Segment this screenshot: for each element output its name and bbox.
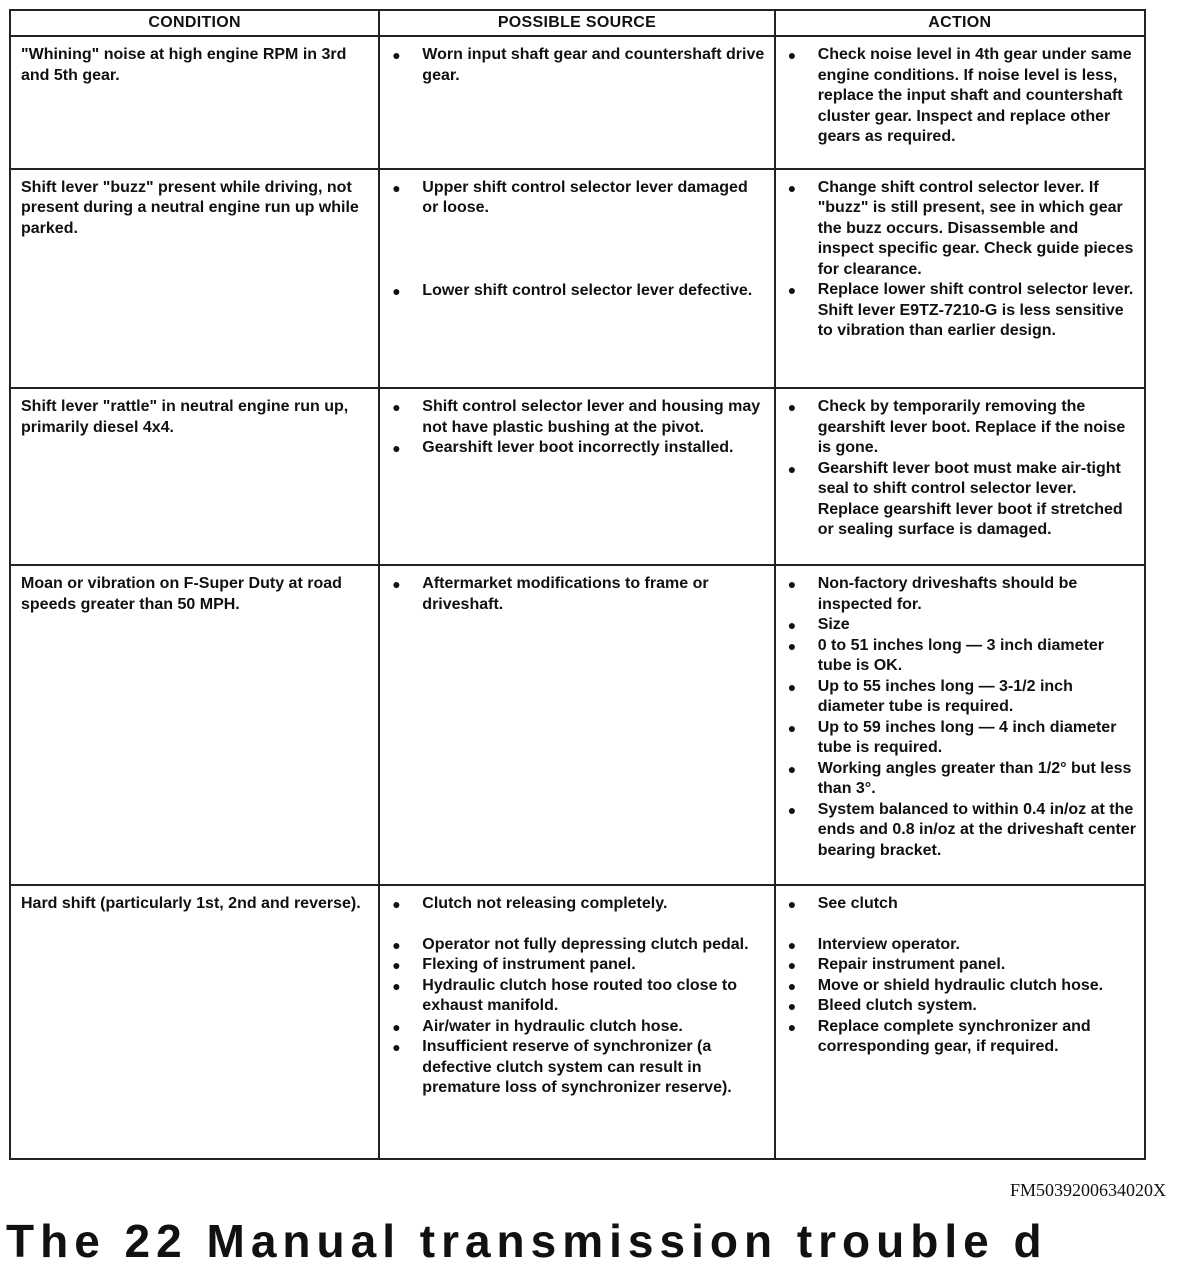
action-item: ● Move or shield hydraulic clutch hose. — [786, 976, 1136, 997]
action-item: ● Up to 59 inches long — 4 inch diameter tube is required. — [787, 718, 1117, 757]
action-cell — [775, 169, 1145, 388]
bullet-icon: ● — [787, 576, 797, 593]
table-row — [10, 885, 1145, 1159]
header-condition: CONDITION — [10, 10, 379, 36]
action-cell — [775, 36, 1145, 169]
condition-cell: Hard shift (particularly 1st, 2nd and reverse). — [10, 885, 379, 1159]
source-item: ● Shift control selector lever and housing may not have plastic bushing at the pivot. — [392, 398, 761, 436]
source-item: ● Flexing of instrument panel. — [390, 955, 765, 976]
bullet-icon: ● — [392, 977, 401, 994]
source-cell — [379, 388, 774, 565]
bullet-icon: ● — [392, 896, 401, 913]
bullet-icon: ● — [787, 977, 797, 994]
source-item: ● Aftermarket modifications to frame or driveshaft. — [392, 575, 709, 613]
bullet-icon: ● — [392, 1039, 401, 1056]
action-item: ● Size — [786, 615, 1136, 636]
action-item: ● Non-factory driveshafts should be inspected for. — [787, 575, 1078, 613]
action-cell — [775, 388, 1145, 565]
source-item: ● Hydraulic clutch hose routed too close to exhaust manifold. — [392, 976, 738, 1015]
source-item: ● Gearshift lever boot incorrectly installed. — [390, 438, 765, 459]
source-cell — [379, 565, 774, 885]
source-item: ● Worn input shaft gear and countershaft drive gear. — [392, 46, 765, 84]
figure-code: FM5039200634020X — [1009, 1180, 1166, 1200]
bullet-icon: ● — [787, 460, 797, 477]
bullet-icon: ● — [787, 282, 797, 299]
header-action: ACTION — [775, 10, 1145, 36]
action-item: ● Gearshift lever boot must make air-tight seal to shift control selector lever. Replace gearshift lever boot if stretched or sealing surface is damaged. — [787, 459, 1123, 539]
table-header-row — [10, 10, 1145, 36]
condition-cell: Moan or vibration on F-Super Duty at road speeds greater than 50 MPH. — [10, 565, 379, 885]
action-cell — [775, 885, 1145, 1159]
action-item: ● Interview operator. — [786, 935, 1136, 956]
bullet-icon: ● — [392, 399, 401, 416]
troubleshooting-table — [9, 9, 1146, 1160]
bullet-icon: ● — [787, 957, 797, 974]
condition-cell: Shift lever "buzz" present while driving, not present during a neutral engine run up while parked. — [10, 169, 379, 388]
bullet-icon: ● — [787, 399, 797, 416]
bullet-icon: ● — [392, 282, 401, 299]
action-item: ● System balanced to within 0.4 in/oz at the ends and 0.8 in/oz at the driveshaft center bearing bracket. — [787, 800, 1136, 859]
action-item: ● See clutch — [786, 894, 1136, 915]
source-item: ● Air/water in hydraulic clutch hose. — [390, 1017, 765, 1038]
action-item: ● Working angles greater than 1/2° but less than 3°. — [787, 759, 1132, 798]
bullet-icon: ● — [787, 47, 797, 63]
action-item: ● Replace complete synchronizer and corresponding gear, if required. — [787, 1017, 1091, 1056]
bullet-icon: ● — [787, 760, 797, 777]
header-possible-source: POSSIBLE SOURCE — [379, 10, 774, 36]
source-item: ● Upper shift control selector lever damaged or loose. — [392, 178, 748, 217]
source-cell — [379, 36, 774, 169]
source-item: ● Insufficient reserve of synchronizer (a defective clutch system can result in premature loss of synchronizer reserve). — [392, 1038, 732, 1097]
bullet-icon: ● — [787, 719, 797, 736]
action-item: ● Check by temporarily removing the gearshift lever boot. Replace if the noise is gone. — [787, 398, 1126, 457]
condition-cell: Shift lever "rattle" in neutral engine run up, primarily diesel 4x4. — [10, 388, 379, 565]
bullet-icon: ● — [787, 678, 797, 695]
bullet-icon: ● — [392, 440, 401, 457]
action-item: ● Up to 55 inches long — 3-1/2 inch diameter tube is required. — [787, 677, 1073, 716]
source-cell — [379, 885, 774, 1159]
bullet-icon: ● — [787, 801, 797, 818]
table-row — [10, 388, 1145, 565]
bullet-icon: ● — [787, 936, 797, 953]
bullet-icon: ● — [787, 998, 797, 1015]
bullet-icon: ● — [787, 896, 797, 913]
bullet-icon: ● — [392, 576, 401, 593]
action-item: ● Replace lower shift control selector lever. Shift lever E9TZ-7210-G is less sensitive to vibration than earlier design. — [787, 281, 1134, 340]
condition-cell: "Whining" noise at high engine RPM in 3rd and 5th gear. — [10, 36, 379, 169]
source-item: ● Lower shift control selector lever defective. — [390, 281, 765, 302]
bullet-icon: ● — [392, 47, 401, 63]
table-row — [10, 36, 1145, 169]
bullet-icon: ● — [392, 179, 401, 196]
action-cell — [775, 565, 1145, 885]
bullet-icon: ● — [392, 957, 401, 974]
figure-title-partial: The 22 Manual transmission trouble d — [6, 1215, 1048, 1267]
bullet-icon: ● — [392, 936, 401, 953]
bullet-icon: ● — [787, 637, 797, 654]
action-item: ● Check noise level in 4th gear under same engine conditions. If noise level is less, replace the input shaft and countershaft cluster gear. Inspect and replace other gears as required. — [787, 46, 1132, 145]
table-row — [10, 565, 1145, 885]
action-item: ● Change shift control selector lever. If "buzz" is still present, see in which gear the buzz occurs. Disassemble and inspect specific gear. Check guide pieces for clearance. — [787, 178, 1134, 278]
bullet-icon: ● — [787, 617, 797, 634]
source-item: ● Operator not fully depressing clutch pedal. — [390, 935, 765, 956]
action-item: ● Repair instrument panel. — [786, 955, 1136, 976]
source-cell — [379, 169, 774, 388]
action-item: ● Bleed clutch system. — [786, 996, 1136, 1017]
bullet-icon: ● — [787, 179, 797, 196]
bullet-icon: ● — [787, 1018, 797, 1035]
source-item: ● Clutch not releasing completely. — [390, 894, 765, 915]
bullet-icon: ● — [392, 1018, 401, 1035]
table-row — [10, 169, 1145, 388]
action-item: ● 0 to 51 inches long — 3 inch diameter tube is OK. — [787, 636, 1104, 675]
